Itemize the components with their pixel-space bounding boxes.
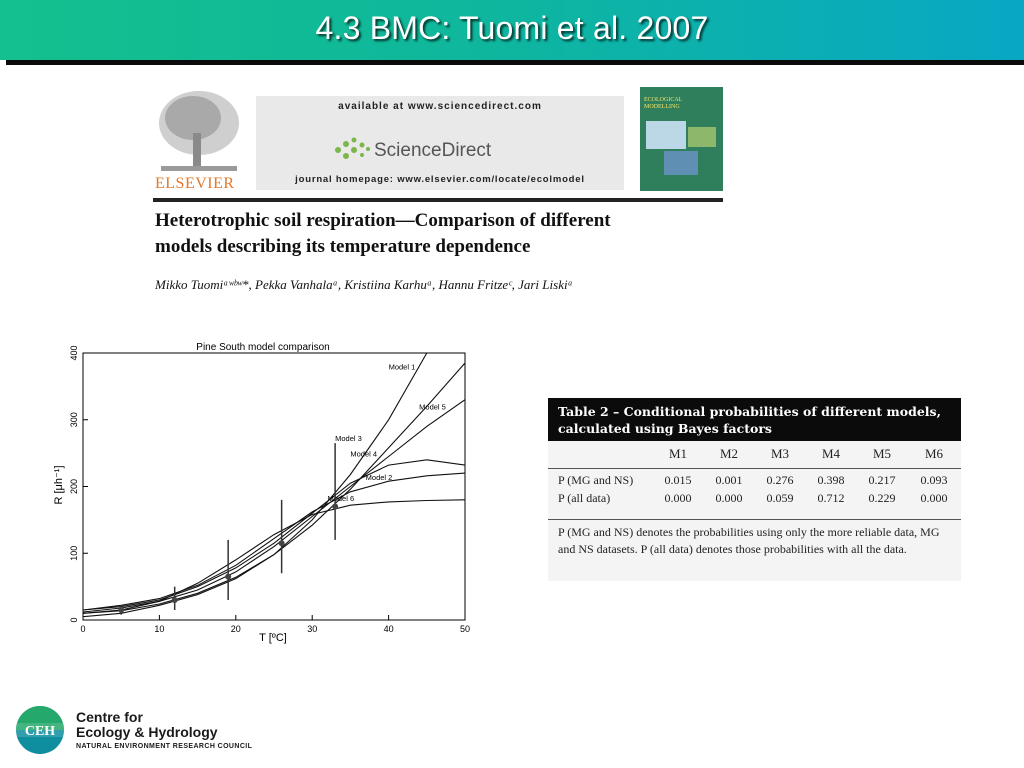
title-bar <box>0 0 1024 60</box>
observation-point <box>225 574 231 580</box>
ceh-logo-letters: CEH <box>24 724 56 739</box>
slide-title: 4.3 BMC: Tuomi et al. 2007 <box>315 10 709 46</box>
paper-rule <box>153 198 723 202</box>
elsevier-wordmark: ELSEVIER <box>155 175 235 192</box>
y-tick-label: 400 <box>69 345 79 361</box>
series-label: Model 1 <box>388 362 416 372</box>
sciencedirect-wordmark: ScienceDirect <box>374 140 492 161</box>
paper-title-line-1: Heterotrophic soil respiration—Comparison of different <box>155 210 611 231</box>
chart-y-axis-label: R [μh⁻¹] <box>53 465 65 505</box>
table-footnote: P (MG and NS) denotes the probabilities using only the more reliable data, MG and NS datasets. P (all data) denotes those probabilities with all the data. <box>558 525 940 556</box>
ceh-line-1: Centre for <box>76 709 143 725</box>
y-tick-label: 200 <box>69 478 79 495</box>
journal-cover-title: ECOLOGICAL MODELLING <box>644 97 683 110</box>
journal-cover <box>640 87 723 191</box>
sciencedirect-banner <box>256 96 624 190</box>
table-caption-line-2: calculated using Bayes factors <box>558 421 772 436</box>
paper-title <box>155 208 715 260</box>
observation-point <box>279 540 285 546</box>
model-comparison-chart <box>48 335 473 650</box>
chart-x-axis-label: T [ºC] <box>259 632 287 644</box>
observation-point <box>118 607 124 613</box>
y-tick-label: 300 <box>69 412 79 428</box>
table-cell: 0.093 <box>920 473 948 487</box>
column-header: M5 <box>872 446 892 461</box>
table-cell: 0.000 <box>920 491 948 505</box>
sciencedirect-dots-icon <box>332 136 372 164</box>
x-tick-label: 40 <box>383 624 394 634</box>
column-header: M2 <box>719 446 739 461</box>
table-cell: 0.001 <box>715 473 743 487</box>
column-header: M4 <box>821 446 841 461</box>
column-header: M3 <box>770 446 790 461</box>
y-tick-label: 100 <box>69 545 79 561</box>
x-tick-label: 30 <box>307 624 318 634</box>
y-tick-label: 0 <box>69 617 79 623</box>
table-cell: 0.000 <box>664 491 692 505</box>
table-divider <box>548 468 961 469</box>
bayes-factor-table <box>548 398 961 581</box>
x-tick-label: 10 <box>154 624 165 634</box>
column-header: M1 <box>668 446 688 461</box>
plot-frame <box>83 353 465 620</box>
paper-header-image <box>153 85 723 300</box>
table-cell: 0.276 <box>766 473 794 487</box>
x-tick-label: 50 <box>459 624 471 634</box>
observation-point <box>332 504 338 510</box>
x-tick-label: 0 <box>80 624 86 634</box>
table-cell: 0.229 <box>868 491 896 505</box>
ceh-logo-icon <box>15 705 65 755</box>
row-label: P (MG and NS) <box>558 473 634 487</box>
column-header: M6 <box>924 446 944 461</box>
table-divider <box>548 519 961 520</box>
table-cell: 0.015 <box>664 473 692 487</box>
chart-title: Pine South model comparison <box>196 342 330 353</box>
table-cell: 0.000 <box>715 491 743 505</box>
journal-homepage-text: journal homepage: www.elsevier.com/locate/ecolmodel <box>295 174 585 185</box>
ceh-line-3: NATURAL ENVIRONMENT RESEARCH COUNCIL <box>76 743 253 750</box>
table-cell: 0.398 <box>817 473 845 487</box>
table-cell: 0.059 <box>766 491 794 505</box>
title-underline <box>6 60 1024 65</box>
series-label: Model 4 <box>350 449 378 459</box>
journal-cover-art-icon <box>646 121 716 179</box>
series-label: Model 3 <box>335 434 362 444</box>
table-grid <box>548 443 961 509</box>
table-caption <box>548 398 961 441</box>
series-label: Model 2 <box>365 472 393 482</box>
table-row <box>548 473 961 491</box>
series-label: Model 6 <box>327 494 355 504</box>
row-label: P (all data) <box>558 491 611 505</box>
series-label: Model 5 <box>419 402 446 412</box>
ceh-line-2: Ecology & Hydrology <box>76 724 218 740</box>
paper-authors: Mikko Tuomiᵃʷᵇʷ*, Pekka Vanhalaᵃ, Kristiina Karhuᵃ, Hannu Fritzeᶜ, Jari Liskiᵃ <box>155 277 573 292</box>
table-header-row <box>548 443 961 465</box>
paper-title-line-2: models describing its temperature dependence <box>155 236 531 257</box>
x-tick-label: 20 <box>230 624 241 634</box>
observation-point <box>172 597 178 603</box>
table-caption-line-1: Table 2 – Conditional probabilities of different models, <box>558 404 941 419</box>
table-row <box>548 491 961 509</box>
table-cell: 0.217 <box>868 473 896 487</box>
available-at-text: available at www.sciencedirect.com <box>338 101 542 112</box>
table-cell: 0.712 <box>817 491 845 505</box>
ceh-organisation-name <box>76 710 252 750</box>
